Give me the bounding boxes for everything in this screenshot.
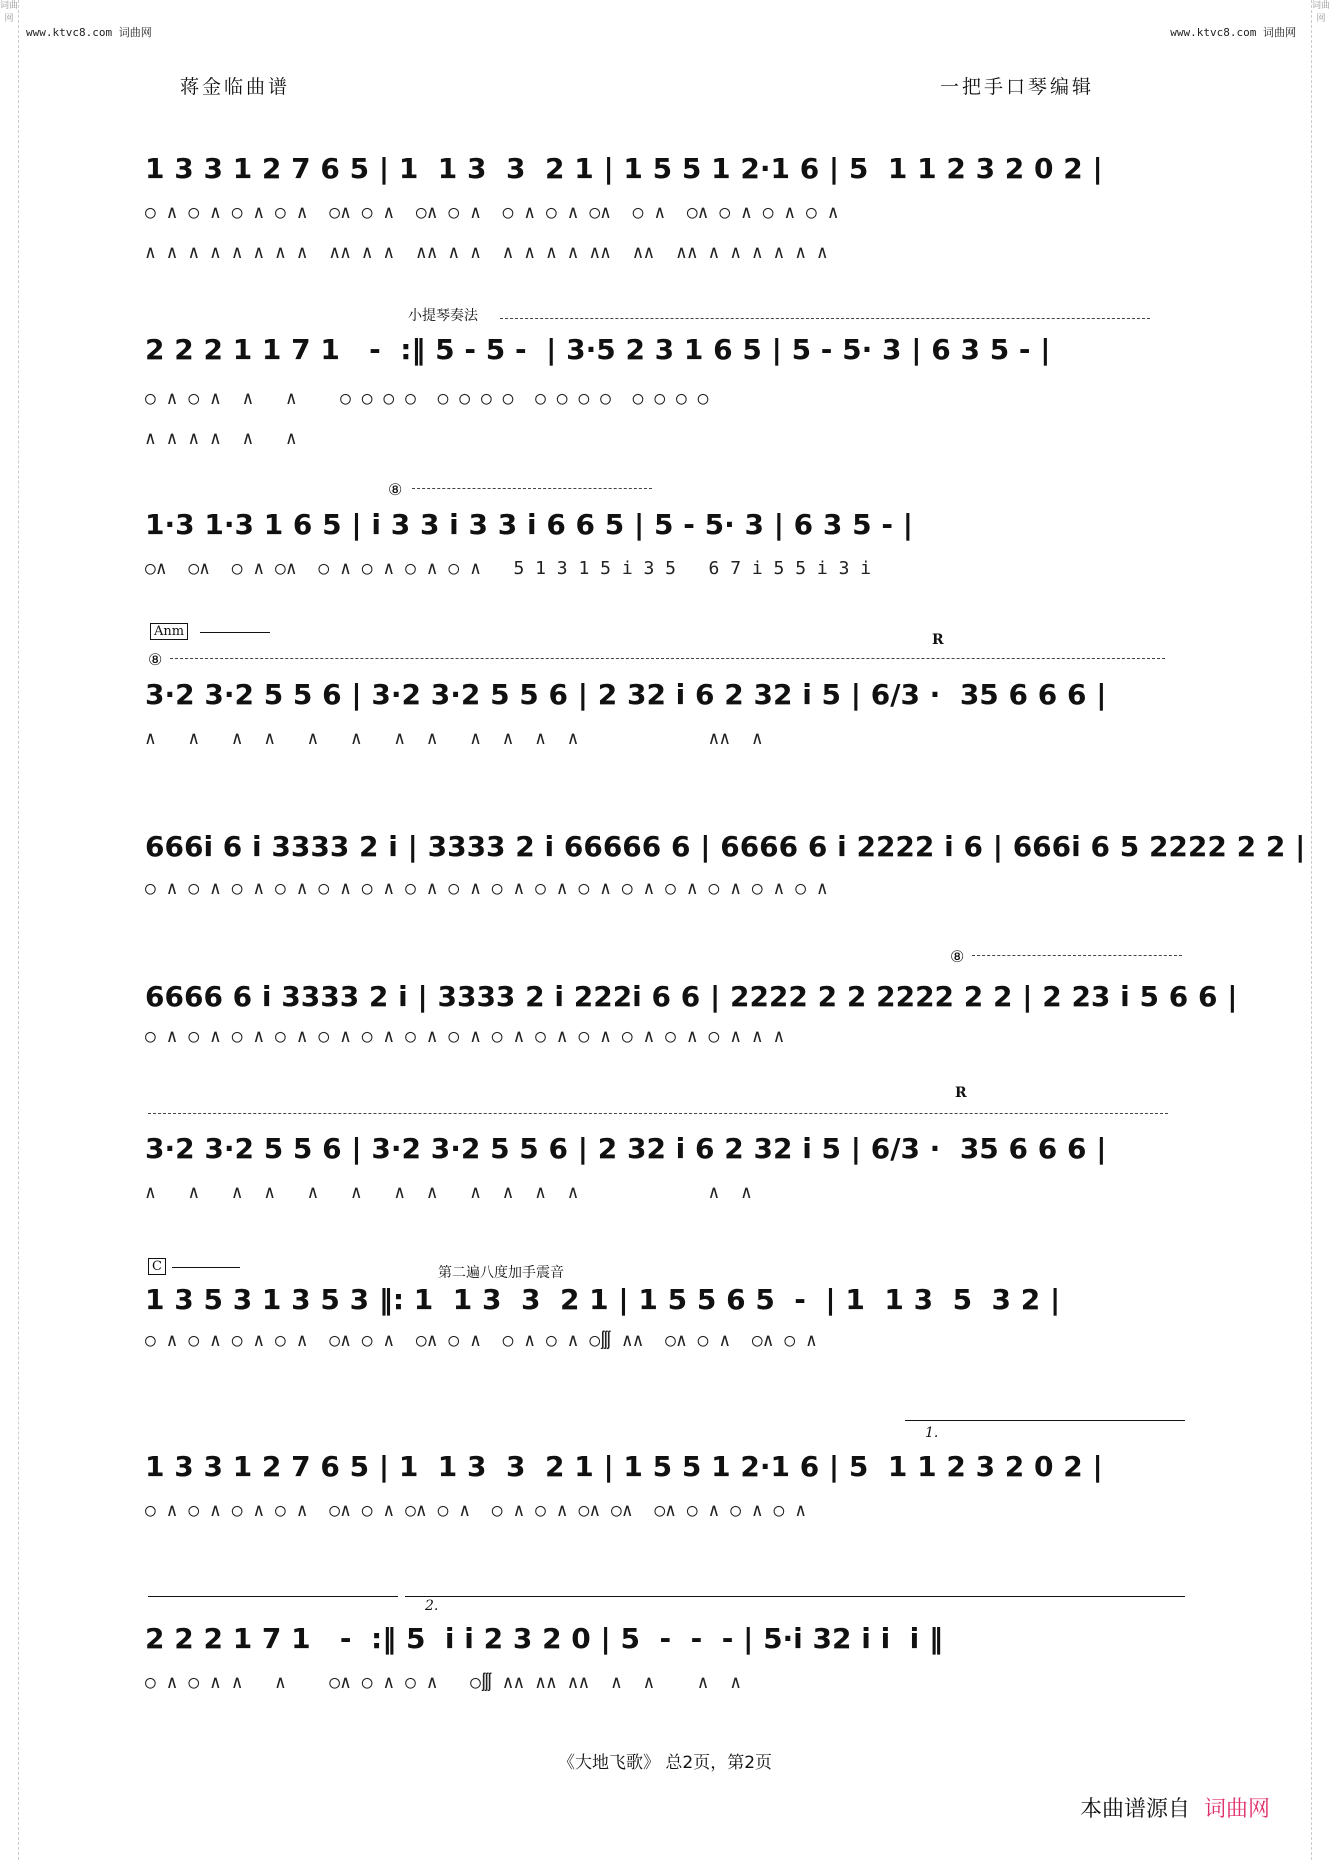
source-credit: 本曲谱源自 词曲网 (1079, 1797, 1270, 1822)
score-row-7: 3·2 3·2 5 5 6 | 3·2 3·2 5 5 6 | 2 32 i 6 2 32 i 5 | 6/3 · 35 6 6 6 | (145, 1132, 1107, 1165)
second-ending-bracket (405, 1596, 1185, 1597)
octave-marker-1: ⑧ (388, 480, 403, 499)
first-ending-label: 1. (925, 1425, 939, 1441)
arranger-credit: 一把手口琴编辑 (940, 76, 1095, 98)
score-row-1: 1 3 3 1 2 7 6 5 | 1 1 3 3 2 1 | 1 5 5 1 2·1 6 | 5 1 1 2 3 2 0 2 | (145, 152, 1103, 185)
right-watermark-strip: 词曲网 (1311, 0, 1330, 1860)
octave-span-1 (412, 488, 652, 489)
anm-section-box: Anm (150, 623, 188, 640)
score-row-4: 3·2 3·2 5 5 6 | 3·2 3·2 5 5 6 | 2 32 i 6 2 32 i 5 | 6/3 · 35 6 6 6 | (145, 678, 1107, 711)
page-footer: 《大地飞歌》 总2页，第2页 (557, 1753, 773, 1773)
score-row-3: 1·3 1·3 1 6 5 | i 3 3 i 3 3 i 6 6 5 | 5 - 5· 3 | 6 3 5 - | (145, 508, 913, 541)
score-row-2: 2 2 2 1 1 7 1 - :‖ 5 - 5 - | 3·5 2 3 1 6 5 | 5 - 5· 3 | 6 3 5 - | (145, 333, 1051, 366)
site-url-right[interactable]: www.ktvc8.com 词曲网 (1170, 26, 1296, 39)
source-brand-link[interactable]: 词曲网 (1203, 1797, 1270, 1822)
score-row-8: 1 3 5 3 1 3 5 3 ‖: 1 1 3 3 2 1 | 1 5 5 6 5 - | 1 1 3 5 3 2 | (145, 1283, 1061, 1316)
r-marker-2: R (955, 1085, 967, 1101)
technique-row-9: ○ ∧ ○ ∧ ○ ∧ ○ ∧ ○∧ ○ ∧ ○∧ ○ ∧ ○ ∧ ○ ∧ ○∧ ○∧ ○∧ ○ ∧ ○ ∧ ○ ∧ (145, 1500, 807, 1521)
octave-span-3 (972, 955, 1182, 956)
violin-technique-span (500, 318, 1150, 319)
technique-row-3: ○∧ ○∧ ○ ∧ ○∧ ○ ∧ ○ ∧ ○ ∧ ○ ∧ 5 1 3 1 5 i 3 5 6 7 i 5 5 i 3 i (145, 558, 872, 579)
octave-span-2 (170, 658, 1165, 659)
violin-technique-label: 小提琴奏法 (408, 308, 478, 324)
technique-row-7: ∧ ∧ ∧ ∧ ∧ ∧ ∧ ∧ ∧ ∧ ∧ ∧ ∧ ∧ (145, 1182, 752, 1203)
score-row-5: 666i 6 i 3333 2 i | 3333 2 i 66666 6 | 6666 6 i 2222 i 6 | 666i 6 5 2222 2 2 | (145, 830, 1306, 863)
technique-row-5: ○ ∧ ○ ∧ ○ ∧ ○ ∧ ○ ∧ ○ ∧ ○ ∧ ○ ∧ ○ ∧ ○ ∧ ○ ∧ ○ ∧ ○ ∧ ○ ∧ ○ ∧ ○ ∧ (145, 878, 828, 899)
technique-row-4: ∧ ∧ ∧ ∧ ∧ ∧ ∧ ∧ ∧ ∧ ∧ ∧ ∧∧ ∧ (145, 728, 763, 749)
anm-arrow (200, 632, 270, 633)
octave-marker-3: ⑧ (950, 947, 965, 966)
technique-row-2b: ∧ ∧ ∧ ∧ ∧ ∧ (145, 428, 297, 449)
technique-row-10: ○ ∧ ○ ∧ ∧ ∧ ○∧ ○ ∧ ○ ∧ ○∭ ∧∧ ∧∧ ∧∧ ∧ ∧ ∧ ∧ (145, 1672, 742, 1693)
octave-marker-2: ⑧ (148, 650, 163, 669)
r-marker-1: R (932, 632, 944, 648)
c-section-box: C (148, 1258, 166, 1275)
score-row-9: 1 3 3 1 2 7 6 5 | 1 1 3 3 2 1 | 1 5 5 1 2·1 6 | 5 1 1 2 3 2 0 2 | (145, 1450, 1103, 1483)
technique-row-8: ○ ∧ ○ ∧ ○ ∧ ○ ∧ ○∧ ○ ∧ ○∧ ○ ∧ ○ ∧ ○ ∧ ○∭ ∧∧ ○∧ ○ ∧ ○∧ ○ ∧ (145, 1330, 817, 1351)
score-row-10: 2 2 2 1 7 1 - :‖ 5 i i 2 3 2 0 | 5 - - - | 5·i 32 i i i ‖ (145, 1622, 944, 1655)
c-arrow (172, 1267, 240, 1268)
transcriber-credit: 蒋金临曲谱 (180, 76, 291, 98)
octave-span-4 (148, 1113, 1168, 1114)
technique-row-1b: ∧ ∧ ∧ ∧ ∧ ∧ ∧ ∧ ∧∧ ∧ ∧ ∧∧ ∧ ∧ ∧ ∧ ∧ ∧ ∧∧ ∧∧ ∧∧ ∧ ∧ ∧ ∧ ∧ ∧ (145, 242, 828, 263)
second-pass-label: 第二遍八度加手震音 (438, 1265, 564, 1281)
technique-row-6: ○ ∧ ○ ∧ ○ ∧ ○ ∧ ○ ∧ ○ ∧ ○ ∧ ○ ∧ ○ ∧ ○ ∧ ○ ∧ ○ ∧ ○ ∧ ○ ∧ ∧ ∧ (145, 1026, 785, 1047)
repeat-bracket (148, 1596, 398, 1597)
first-ending-bracket (905, 1420, 1185, 1421)
site-url-left[interactable]: www.ktvc8.com 词曲网 (26, 26, 152, 39)
second-ending-label: 2. (425, 1598, 439, 1614)
left-watermark-strip: 词曲网 (0, 0, 19, 1860)
score-row-6: 6666 6 i 3333 2 i | 3333 2 i 222i 6 6 | 2222 2 2 2222 2 2 | 2 23 i 5 6 6 | (145, 980, 1238, 1013)
technique-row-2a: ○ ∧ ○ ∧ ∧ ∧ ○ ○ ○ ○ ○ ○ ○ ○ ○ ○ ○ ○ ○ ○ ○ ○ (145, 388, 709, 409)
technique-row-1a: ○ ∧ ○ ∧ ○ ∧ ○ ∧ ○∧ ○ ∧ ○∧ ○ ∧ ○ ∧ ○ ∧ ○∧ ○ ∧ ○∧ ○ ∧ ○ ∧ ○ ∧ (145, 202, 839, 223)
